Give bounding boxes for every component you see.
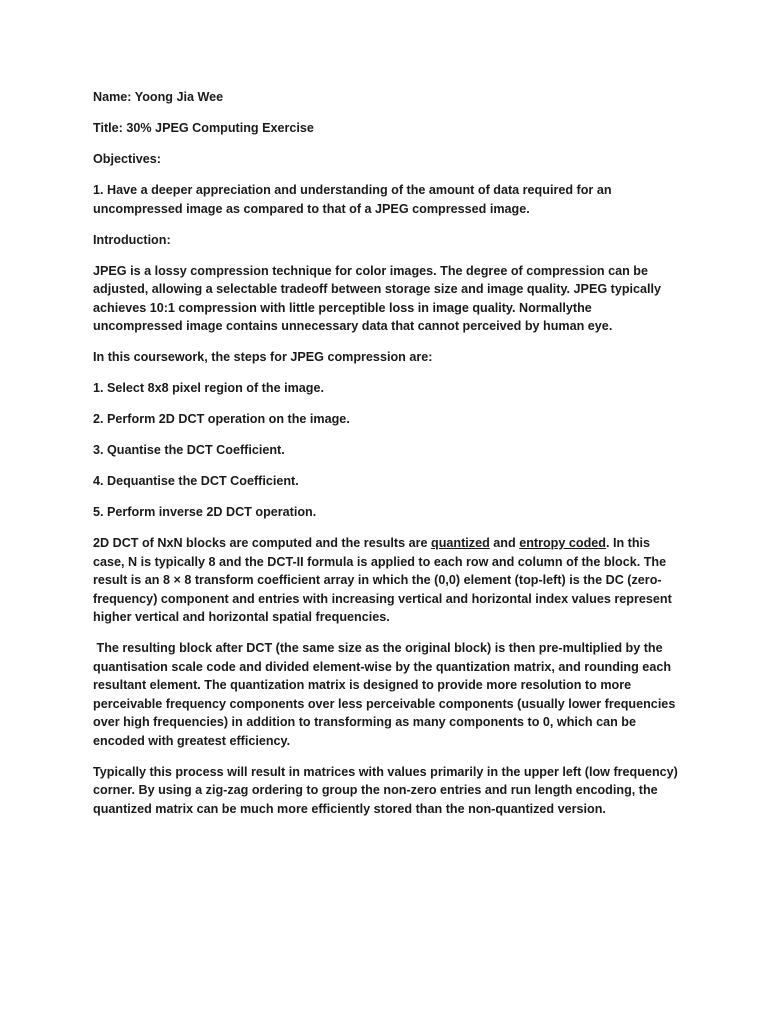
steps-intro: In this coursework, the steps for JPEG compression are: [93,350,433,364]
step-item: 1. Select 8x8 pixel region of the image. [93,381,324,395]
objective-item: 1. Have a deeper appreciation and understanding of the amount of data required for an uncompressed image as compared to that of a JPEG compressed image. [93,183,612,216]
dct-paragraph [93,534,683,627]
dct-text-part: 2D DCT of NxN blocks are computed and the results are [93,536,432,550]
zigzag-paragraph: Typically this process will result in matrices with values primarily in the upper left (low frequency) corner. By using a zig-zag ordering to group the non-zero entries and run length encoding, the quantized matrix can be much more efficiently stored than the non-quantized version. [93,764,678,816]
intro-paragraph: JPEG is a lossy compression technique for color images. The degree of compression can be adjusted, allowing a selectable tradeoff between storage size and image quality. JPEG typically achieves 10:1 compression with little perceptible loss in image quality. Normallythe uncompressed image contains unnecessary data that cannot perceived by human eye. [93,263,662,333]
quantization-paragraph: The resulting block after DCT (the same size as the original block) is then pre-multiplied by the quantisation scale code and divided element-wise by the quantization matrix, and rounding each resultant element. The quantization matrix is designed to provide more resolution to more perceivable frequency components over less perceivable components (usually lower frequencies over high frequencies) in addition to transforming as many components to 0, which can be encoded with greatest efficiency. [93,641,679,748]
document-body [93,88,683,831]
document-title: Title: 30% JPEG Computing Exercise [93,121,314,135]
step-item: 2. Perform 2D DCT operation on the image. [93,412,350,426]
entropy-coded-link[interactable]: entropy coded [519,536,606,550]
objectives-heading: Objectives: [93,152,161,166]
step-item: 5. Perform inverse 2D DCT operation. [93,505,317,519]
step-item: 4. Dequantise the DCT Coefficient. [93,474,299,488]
dct-text-part: . In this case, N is typically 8 and the DCT-II formula is applied to each row and column of the block. The result is an 8 × 8 transform coefficient array in which the (0,0) element (top-left) is the DC (zero-frequency) component and entries with increasing vertical and horizontal index values represent higher vertical and horizontal spatial frequencies. [93,536,672,624]
step-item: 3. Quantise the DCT Coefficient. [93,443,285,457]
dct-text-part: and [489,536,520,550]
quantized-link[interactable]: quantized [431,536,490,550]
introduction-heading: Introduction: [93,232,171,247]
student-name: Name: Yoong Jia Wee [93,90,224,104]
